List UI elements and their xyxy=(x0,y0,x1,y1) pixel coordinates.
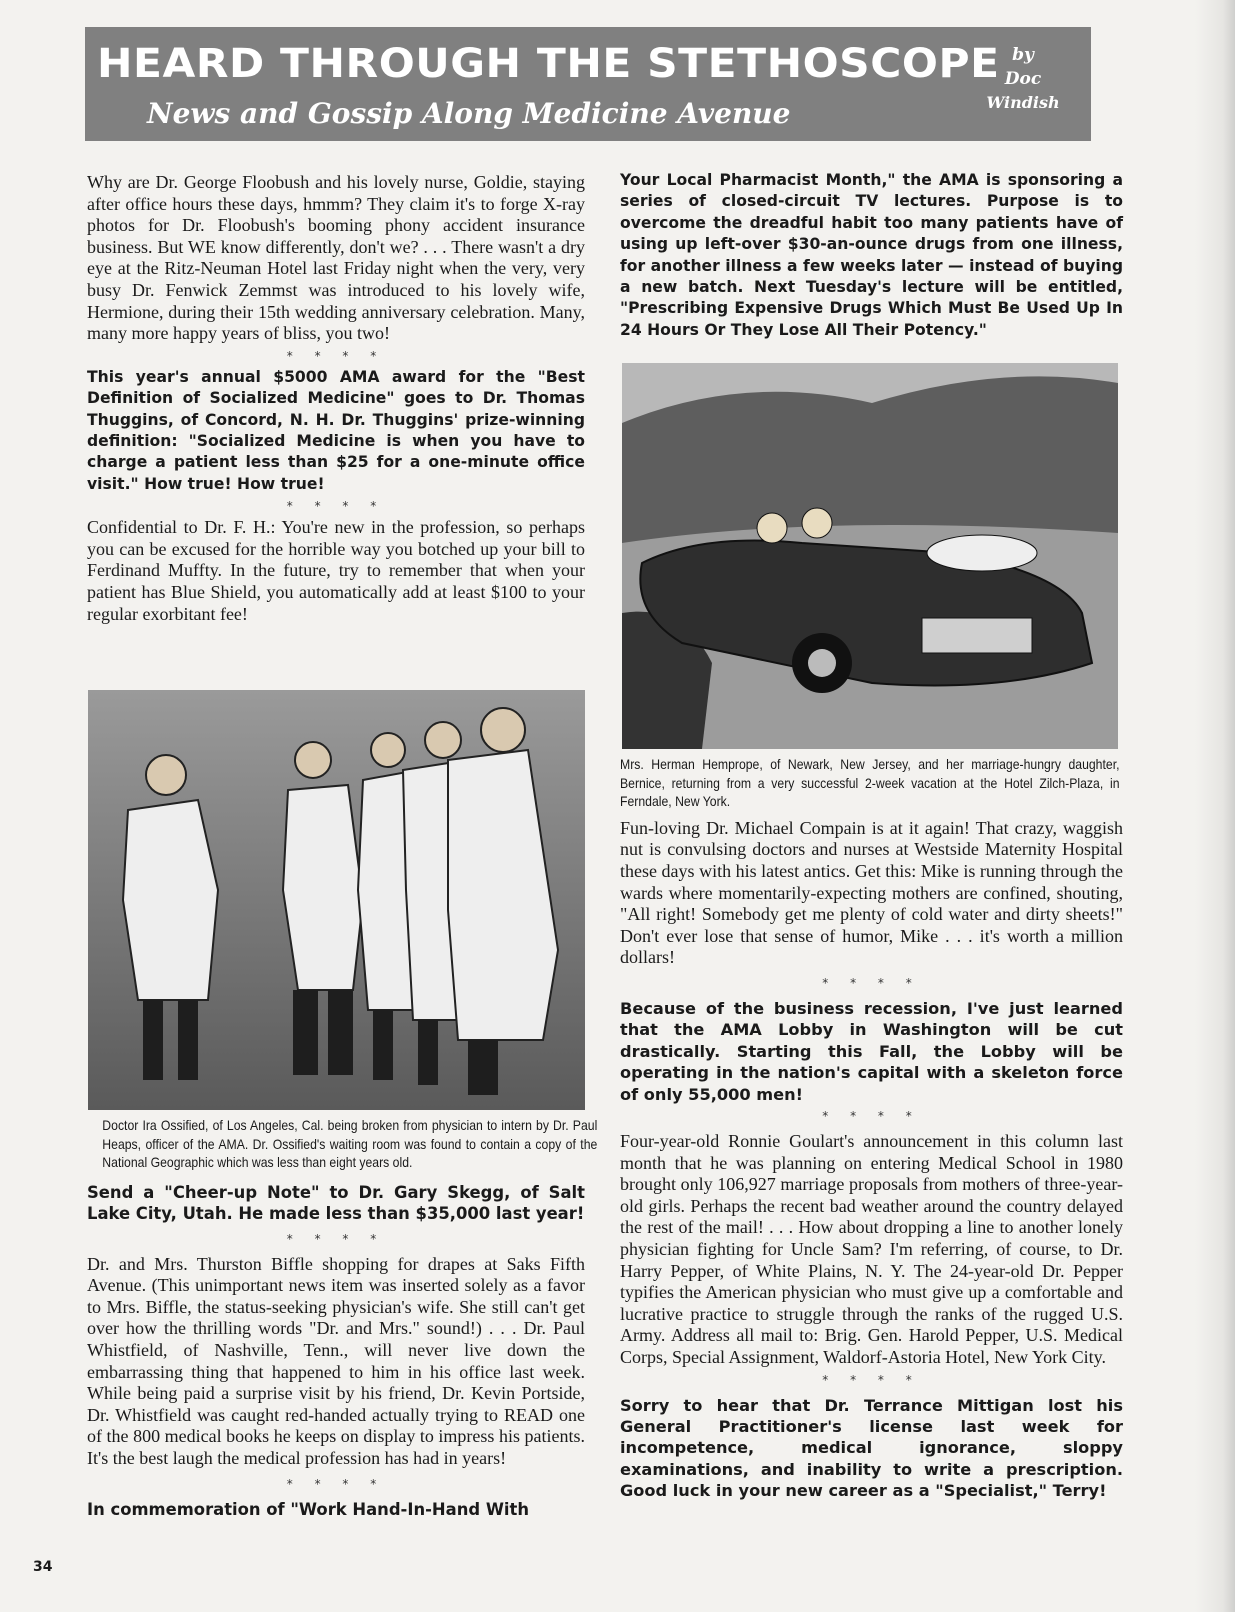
page-title: HEARD THROUGH THE STETHOSCOPE xyxy=(97,41,1000,87)
header-banner xyxy=(85,27,1091,141)
article-item-bold: Sorry to hear that Dr. Terrance Mittigan lost his General Practitioner's license last week for incompetence, medical ignorance, sloppy examinations, and inability to write a prescription. Good luck in your new career as a "Specialist," Terry! xyxy=(620,1395,1123,1501)
separator: * * * * xyxy=(822,975,921,990)
illustration-caption: Mrs. Herman Hemprope, of Newark, New Jersey, and her marriage-hungry daughter, Bernice, returning from a very successful 2-week vacation at the Hotel Zilch-Plaza, in Ferndale, New York. xyxy=(620,757,1120,810)
left-column xyxy=(87,172,585,625)
article-item: Confidential to Dr. F. H.: You're new in the profession, so perhaps you can be excused for the horrible way you botched up your bill to Ferdinand Muffty. In the future, try to remember that when your patient has Blue Shield, you automatically add at least $100 to your regular exorbitant fee! xyxy=(87,517,585,624)
right-column xyxy=(620,170,1123,341)
byline-name-first: Doc xyxy=(1004,69,1042,89)
separator: * * * * xyxy=(822,1372,921,1387)
right-column-lower xyxy=(620,756,1123,1502)
page-number: 34 xyxy=(33,1559,53,1575)
article-item-bold: Your Local Pharmacist Month," the AMA is sponsoring a series of closed-circuit TV lectures. Purpose is to overcome the dreadful habit too many patients have of using up left-over $30-an-ounce drugs from one illness, for another illness a few weeks later — instead of buying a new batch. Next Tuesday's lecture will be entitled, "Prescribing Expensive Drugs Which Must Be Used Up In 24 Hours Or They Lose All Their Potency." xyxy=(620,171,1123,339)
illustration-caption: Doctor Ira Ossified, of Los Angeles, Cal. being broken from physician to intern by Dr. Paul Heaps, officer of the AMA. Dr. Ossified's waiting room was found to contain a copy of the National Geographic which was less than eight years old. xyxy=(102,1118,598,1171)
separator: * * * * xyxy=(286,1231,386,1246)
article-item: Four-year-old Ronnie Goulart's announcement in this column last month that he was planning on entering Medical School in 1980 brought only 106,927 marriage proposals from mothers of three-year-old girls. Perhaps the recent bad weather around the country delayed the rest of the mail! . . . How about dropping a line to another lonely physician fighting for Uncle Sam? I'm referring, of course, to Dr. Harry Pepper, of White Plains, N. Y. The 24-year-old Dr. Pepper typifies the American physician who must give up a comfortable and lucrative practice to struggle through the ranks of the rugged U.S. Army. Address all mail to: Brig. Gen. Harold Pepper, U.S. Medical Corps, Special Assignment, Waldorf-Astoria Hotel, New York City. xyxy=(620,1130,1123,1367)
left-column-lower xyxy=(87,1117,598,1520)
article-item-bold: This year's annual $5000 AMA award for the "Best Definition of Socialized Medicine" goes to Dr. Thomas Thuggins, of Concord, N. H. Dr. Thuggins' prize-winning definition: "Socialized Medicine is when you have to charge a patient less than $25 for a one-minute office visit." How true! How true! xyxy=(87,367,585,493)
article-item-bold: In commemoration of "Work Hand-In-Hand With xyxy=(87,1499,530,1519)
separator: * * * * xyxy=(822,1108,921,1123)
article-item-bold: Send a "Cheer-up Note" to Dr. Gary Skegg, of Salt Lake City, Utah. He made less than $35,000 last year! xyxy=(87,1182,585,1224)
separator: * * * * xyxy=(286,1476,386,1491)
separator: * * * * xyxy=(286,348,386,363)
illustration-doctors-lineup xyxy=(88,690,585,1110)
article-item-bold: Because of the business recession, I've just learned that the AMA Lobby in Washington will be cut drastically. Starting this Fall, the Lobby will be operating in the nation's capital with a skeleton force of only 55,000 men! xyxy=(620,998,1123,1104)
byline xyxy=(973,43,1073,115)
page-edge-shadow xyxy=(1195,0,1235,1612)
article-item: Why are Dr. George Floobush and his lovely nurse, Goldie, staying after office hours these days, hmmm? They claim it's to forge X-ray photos for Dr. Floobush's booming phony accident insurance business. But WE know differently, don't we? . . . There wasn't a dry eye at the Ritz-Neuman Hotel last Friday night when the very, very busy Dr. Fenwick Zemmst was introduced to his lovely wife, Hermione, during their 15th wedding anniversary celebration. Many, many more happy years of bliss, you two! xyxy=(87,172,585,344)
article-item: Fun-loving Dr. Michael Compain is at it again! That crazy, waggish nut is convulsing doctors and nurses at Westside Maternity Hospital these days with his latest antics. Get this: Mike is running through the wards where momentarily-expecting mothers are confined, shouting, "All right! Somebody get me plenty of cold water and dirty sheets!" Don't ever lose that sense of humor, Mike . . . it's worth a million dollars! xyxy=(620,817,1123,968)
page-subtitle: News and Gossip Along Medicine Avenue xyxy=(147,97,791,130)
byline-by: by xyxy=(1012,45,1034,65)
byline-name-last: Windish xyxy=(986,93,1060,112)
separator: * * * * xyxy=(286,499,386,514)
illustration-convertible-car xyxy=(622,363,1118,749)
article-item: Dr. and Mrs. Thurston Biffle shopping for drapes at Saks Fifth Avenue. (This unimportant news item was inserted solely as a favor to Mrs. Biffle, the status-seeking physician's wife. She still can't get over how the thrilling words "Dr. and Mrs." sound!) . . . Dr. Paul Whistfield, of Nashville, Tenn., will never live down the embarrassing thing that happened to him in his office last week. While being paid a surprise visit by his friend, Dr. Kevin Portside, Dr. Whistfield was caught red-handed actually trying to READ one of the 800 medical books he keeps on display to impress his patients. It's the best laugh the medical profession has had in years! xyxy=(87,1253,585,1468)
